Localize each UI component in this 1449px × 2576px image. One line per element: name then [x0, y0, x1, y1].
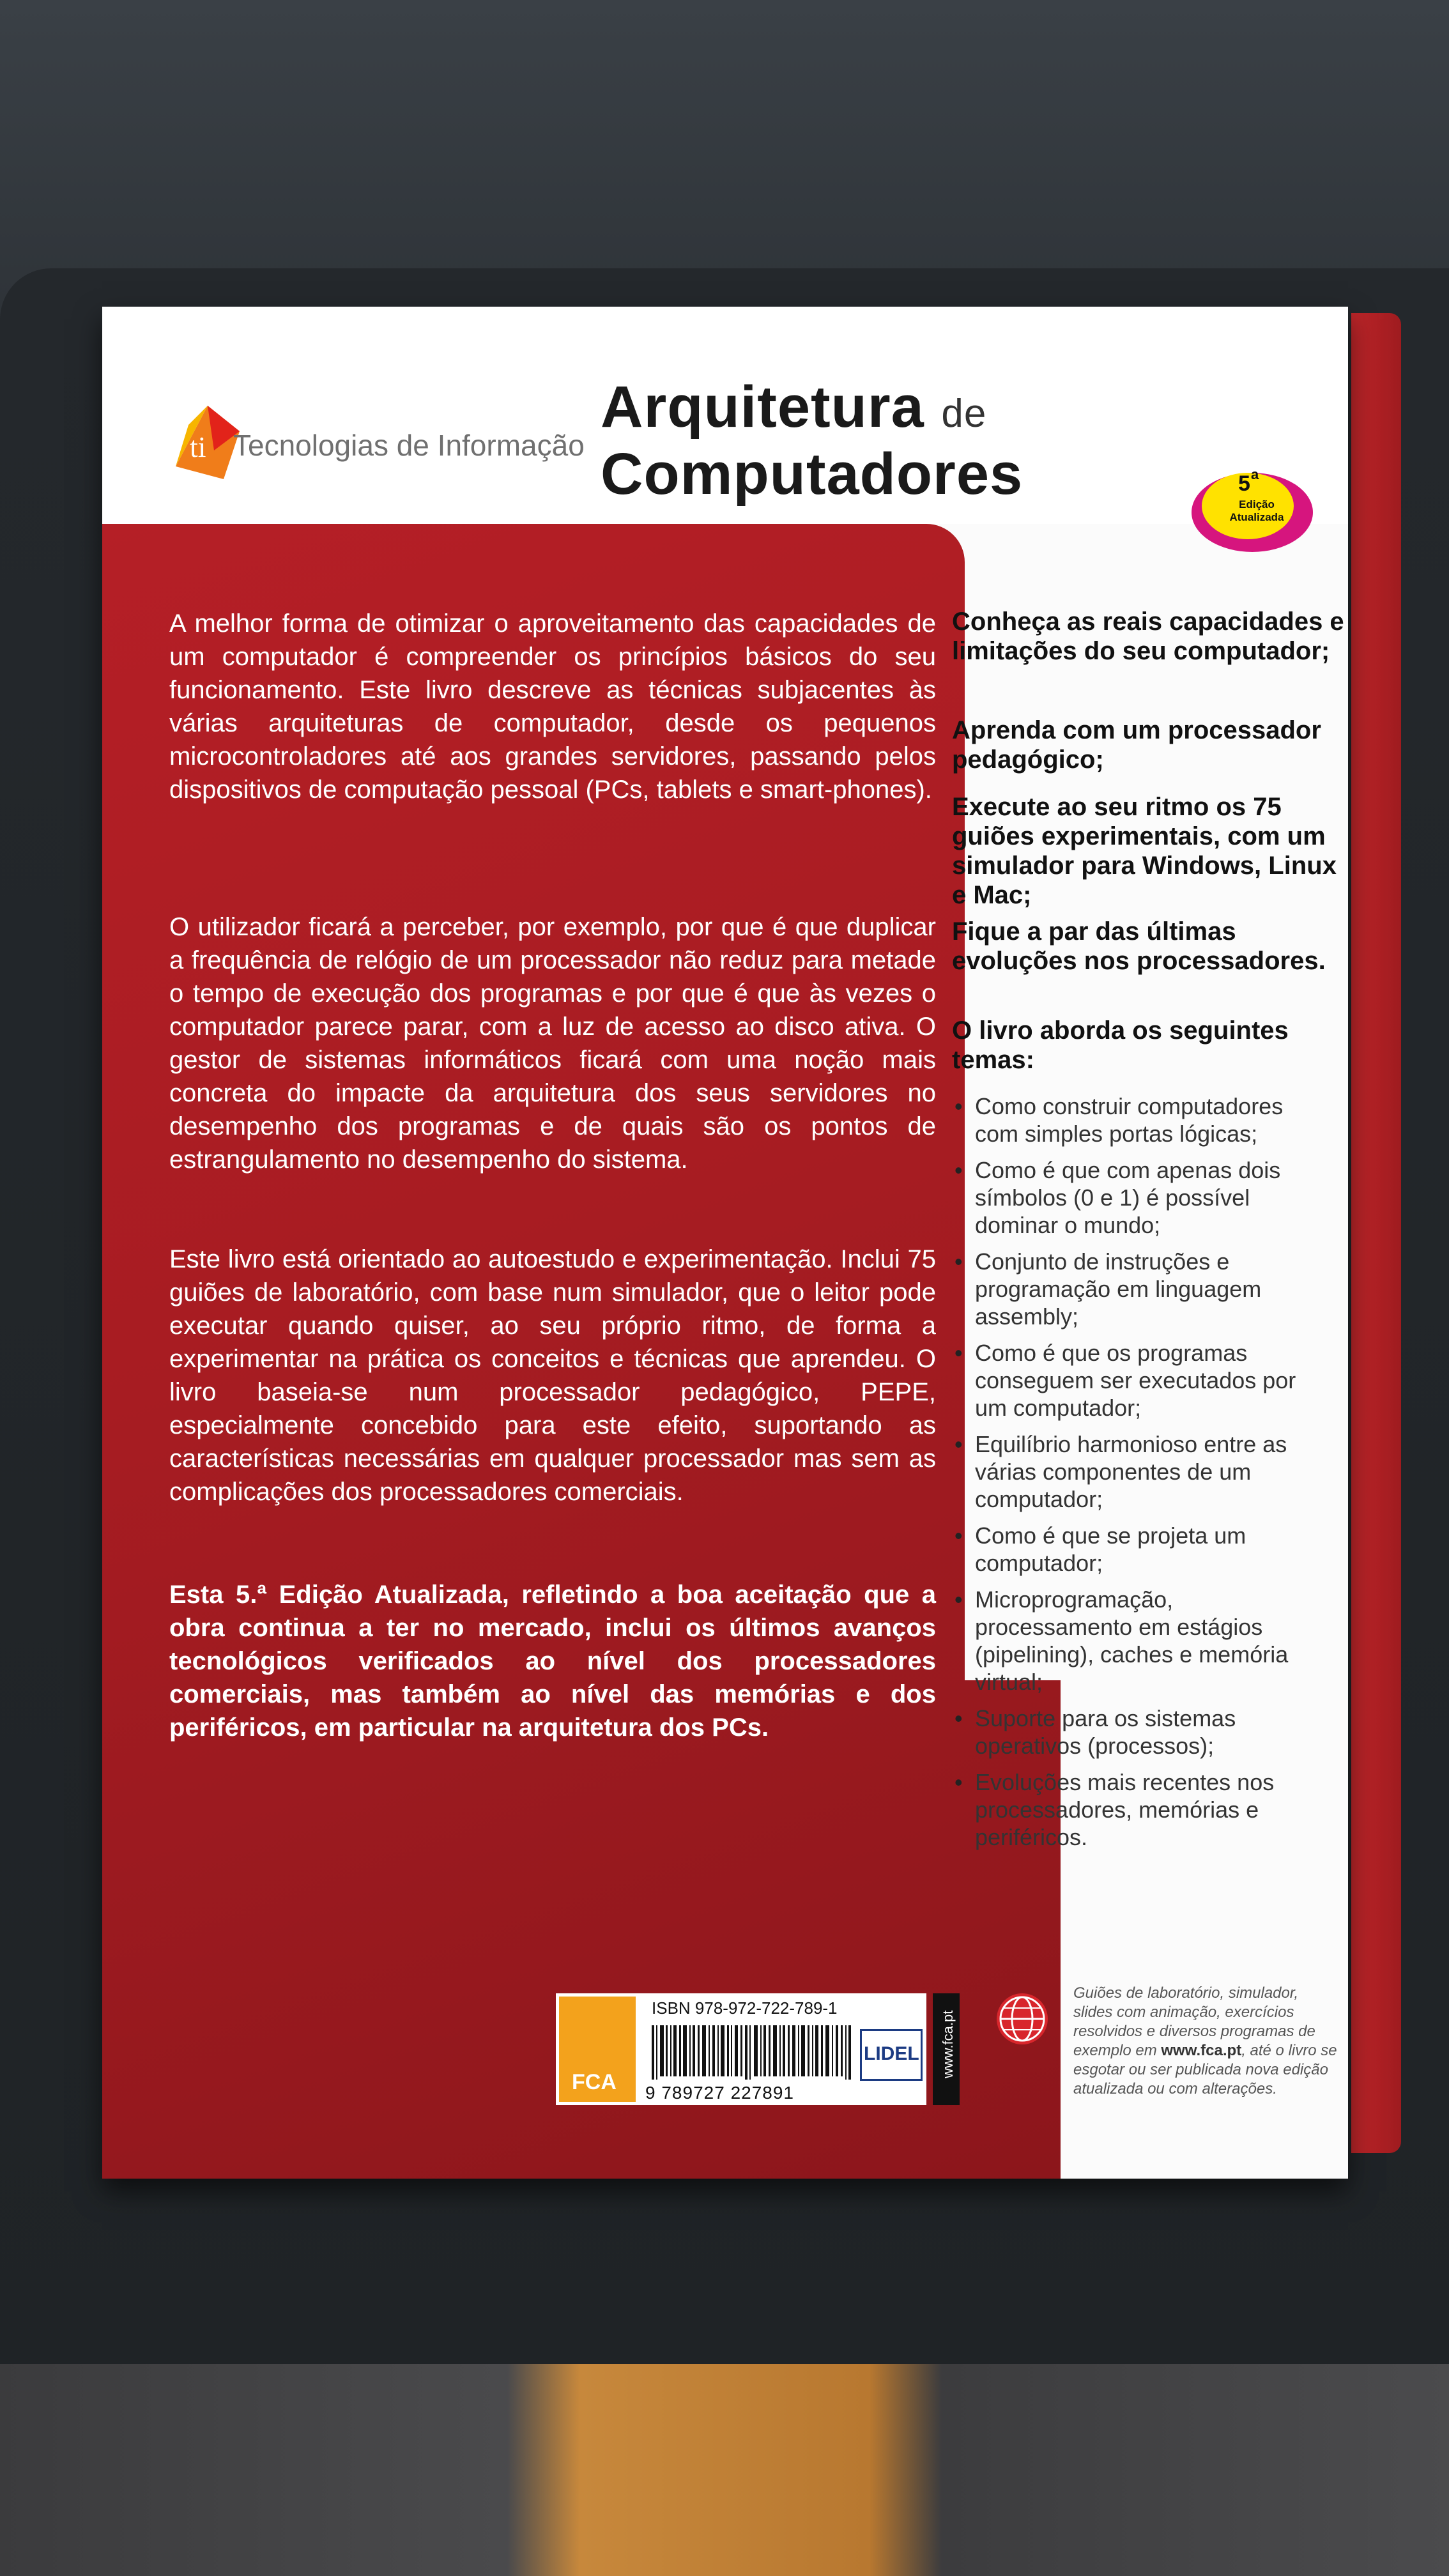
topic-text: Como construir computadores com simples portas lógicas;: [975, 1093, 1284, 1147]
series-name: Tecnologias de Informação: [233, 429, 585, 462]
fca-url-text: www.fca.pt: [940, 2010, 956, 2078]
series-logo-icon: [176, 406, 240, 479]
book-edge: [1351, 313, 1401, 2153]
bullet-icon: •: [954, 1157, 963, 1183]
topics-heading: O livro aborda os seguintes temas:: [952, 1016, 1289, 1074]
topic-item: [952, 1339, 1322, 1422]
topic-text: Evoluções mais recentes nos processadores, memórias e periféricos.: [975, 1769, 1275, 1850]
highlight-1: Conheça as reais capacidades e limitações do seu computador;: [952, 608, 1344, 665]
topic-item: [952, 1430, 1322, 1513]
topic-item: [952, 1586, 1322, 1696]
website-note-2: , até o livro se esgotar ou ser publicada nova edição atualizada ou com alterações.: [1073, 2042, 1337, 2097]
topic-item: [952, 1248, 1322, 1330]
edition-sup: a: [1251, 466, 1259, 482]
highlight-2: Aprenda com um processador pedagógico;: [952, 716, 1321, 774]
edition-label: [1215, 498, 1298, 524]
topic-text: Conjunto de instruções e programação em linguagem assembly;: [975, 1248, 1262, 1330]
title-word-1: Arquitetura: [601, 374, 924, 440]
cover-paper: [102, 307, 1348, 2179]
highlight-3: Execute ao seu ritmo os 75 guiões experimentais, com um simulador para Windows, Linux e Mac;: [952, 793, 1337, 909]
paragraph-1: A melhor forma de otimizar o aproveitamento das capacidades de um computador é compreender os princípios básicos do seu funcionamento. Este livro descreve as técnicas subjacentes às várias arquiteturas de computador, desde os pequenos microcontroladores até aos grandes servidores, passando pelos dispositivos de computação pessoal (PCs, tablets e smart-phones).: [169, 610, 936, 804]
topic-item: [952, 1705, 1322, 1759]
fca-logo-text: FCA: [572, 2070, 617, 2094]
topic-item: [952, 1092, 1322, 1147]
bullet-icon: •: [954, 1340, 963, 1366]
title-word-2: de: [941, 392, 987, 436]
edition-label-2: Atualizada: [1229, 511, 1284, 523]
globe-icon: [993, 1990, 1051, 2048]
bullet-icon: •: [954, 1431, 963, 1457]
paragraph-4: Esta 5.ª Edição Atualizada, refletindo a boa aceitação que a obra continua a ter no mercado, inclui os últimos avanços tecnológicos verificados ao nível dos processadores comerciais, mas também ao nível das memórias e dos periféricos, em particular na arquitetura dos PCs.: [169, 1581, 936, 1742]
website-note-1: Guiões de laboratório, simulador, slides com animação, exercícios resolvidos e diversos programas de exemplo em: [1073, 1984, 1315, 2059]
website-note: [1073, 1984, 1342, 2099]
topic-text: Como é que com apenas dois símbolos (0 e 1) é possível dominar o mundo;: [975, 1157, 1281, 1238]
topic-item: [952, 1522, 1322, 1577]
topic-text: Como é que os programas conseguem ser executados por um computador;: [975, 1340, 1296, 1421]
title-word-3: Computadores: [601, 441, 1023, 507]
series-logo-letters: ti: [190, 431, 206, 463]
bullet-icon: •: [954, 1586, 963, 1613]
topic-text: Como é que se projeta um computador;: [975, 1522, 1246, 1576]
bullet-icon: •: [954, 1248, 963, 1275]
background-wall: [0, 0, 1449, 300]
barcode-icon: [652, 2025, 856, 2080]
bullet-icon: •: [954, 1093, 963, 1119]
edition-label-1: Edição: [1239, 498, 1275, 510]
bullet-icon: •: [954, 1769, 963, 1795]
website-link[interactable]: www.fca.pt: [1161, 2042, 1242, 2059]
paragraph-2: O utilizador ficará a perceber, por exemplo, por que é que duplicar a frequência de relógio de um processador não reduz para metade o tempo de execução dos programas e por que é que às vezes o computador parece parar, com a luz de acesso ao disco ativa. O gestor de sistemas informáticos ficará com uma noção mais concreta do impacte da arquitetura dos seus servidores no desempenho dos programas e de quais são os pontos de estrangulamento no desempenho do sistema.: [169, 913, 936, 1174]
topic-item: [952, 1156, 1322, 1239]
isbn-label: ISBN 978-972-722-789-1: [652, 1998, 838, 2018]
topic-text: Suporte para os sistemas operativos (processos);: [975, 1705, 1236, 1759]
barcode-number: 9 789727 227891: [645, 2083, 794, 2103]
highlight-4: Fique a par das últimas evoluções nos processadores.: [952, 917, 1326, 975]
bullet-icon: •: [954, 1522, 963, 1549]
background-floor: [0, 2364, 1449, 2576]
topic-item: [952, 1768, 1322, 1851]
topic-text: Equilíbrio harmonioso entre as várias componentes de um computador;: [975, 1431, 1287, 1512]
lidel-logo-text: LIDEL: [864, 2043, 919, 2064]
topic-text: Microprogramação, processamento em estágios (pipelining), caches e memória virtual;: [975, 1586, 1289, 1695]
edition-number: 5: [1238, 471, 1250, 496]
book-back-cover: [102, 307, 1348, 2179]
topics-list: [952, 1092, 1322, 1860]
paragraph-3: Este livro está orientado ao autoestudo e experimentação. Inclui 75 guiões de laboratório, com base num simulador, que o leitor pode executar quando quiser, ao seu próprio ritmo, de forma a experimentar na prática os conceitos e técnicas que aprendeu. O livro baseia-se num processador pedagógico, PEPE, especialmente concebido para este efeito, suportando as características necessárias em qualquer processador mas sem as complicações dos processadores comerciais.: [169, 1245, 936, 1506]
bullet-icon: •: [954, 1705, 963, 1731]
